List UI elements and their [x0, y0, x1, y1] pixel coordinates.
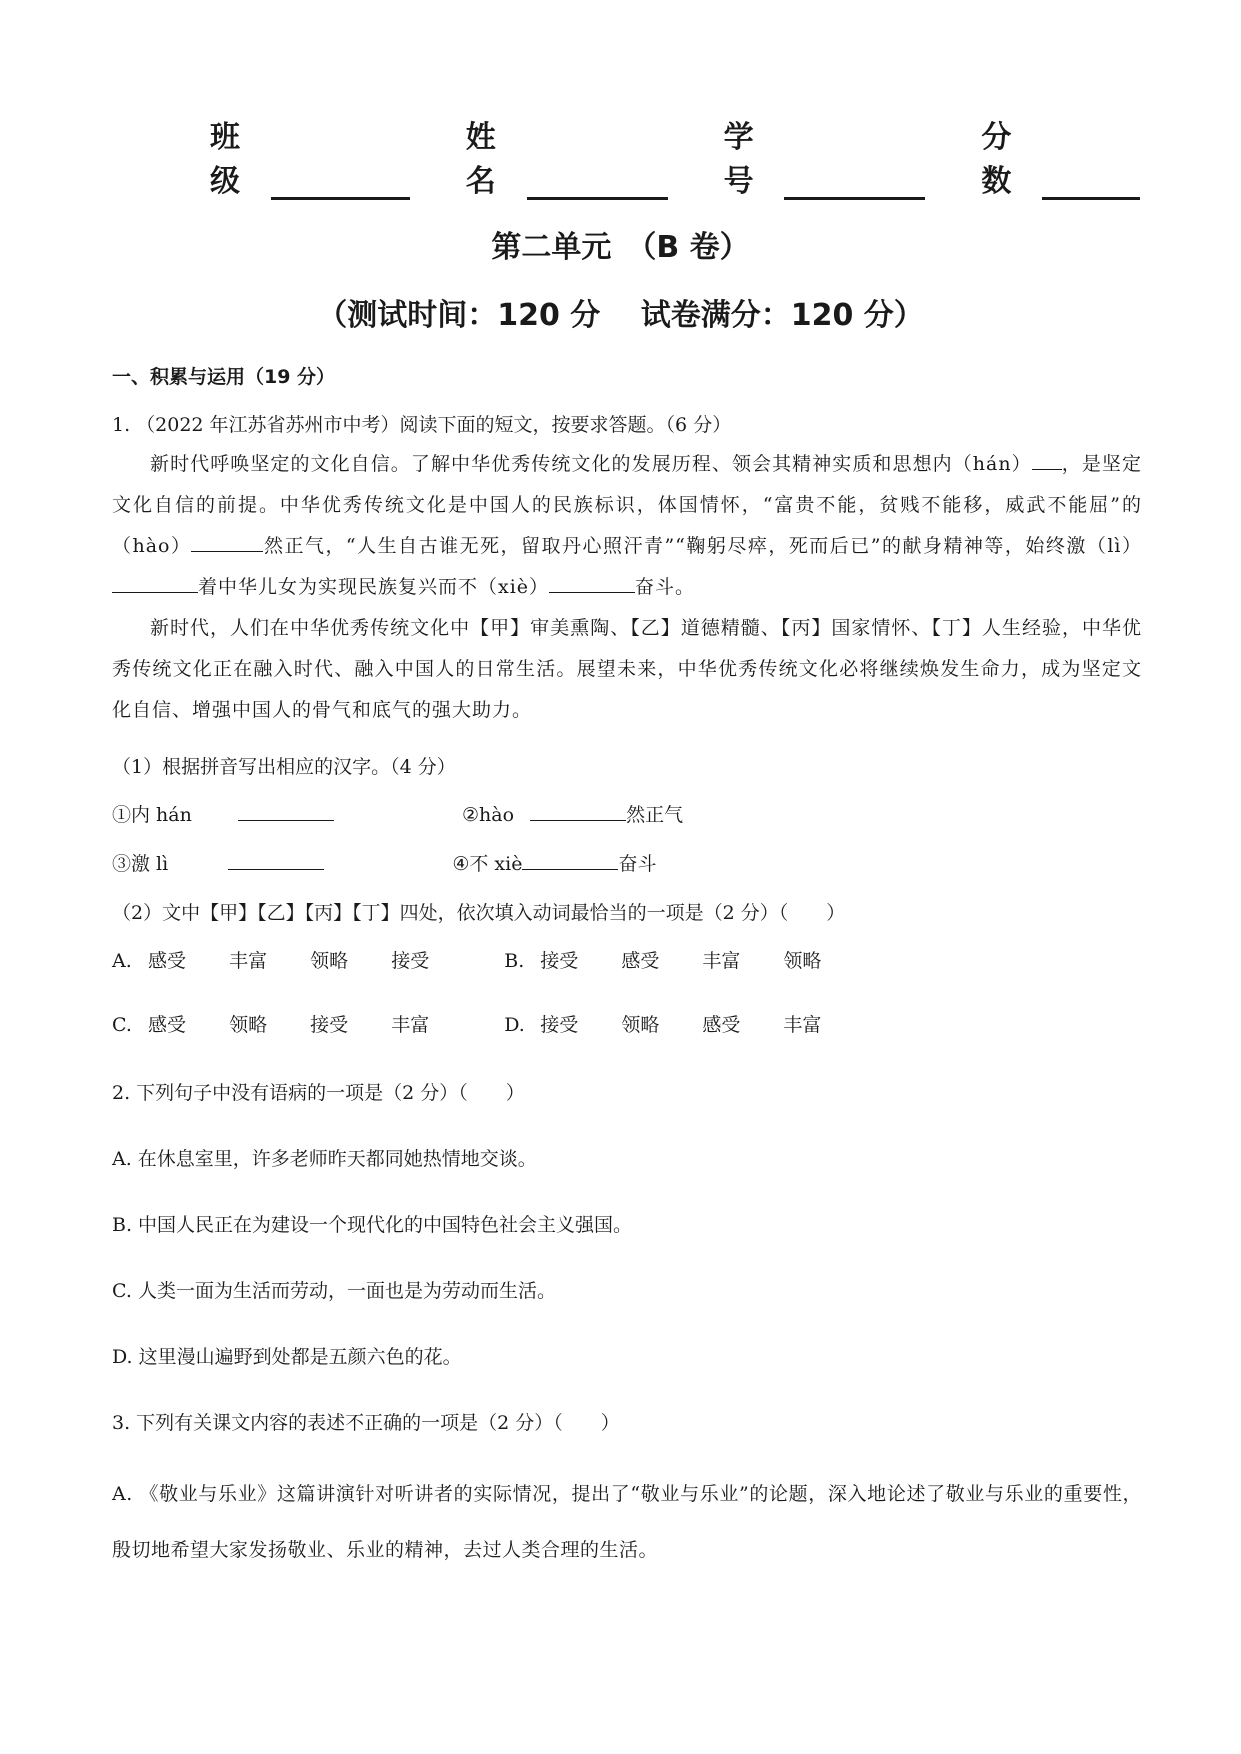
- score-blank[interactable]: [1042, 167, 1140, 200]
- q2-option-b[interactable]: B. 中国人民正在为建设一个现代化的中国特色社会主义强国。: [112, 1214, 633, 1236]
- exam-title: 第二单元 （B 卷）: [491, 230, 750, 265]
- sub-question-1: （1）根据拼音写出相应的汉字。（4 分）: [112, 756, 456, 778]
- number-field: [724, 112, 926, 200]
- blank-hao[interactable]: [191, 533, 263, 552]
- fill-blank-li[interactable]: [228, 851, 324, 870]
- name-label: 姓名: [465, 120, 496, 199]
- number-label: 学号: [723, 120, 754, 199]
- blank-han[interactable]: [1032, 451, 1062, 470]
- student-info-fields: [210, 120, 1140, 200]
- q2-option-a[interactable]: A. 在休息室里，许多老师昨天都同她热情地交谈。: [112, 1148, 537, 1170]
- question-3-stem: 3. 下列有关课文内容的表述不正确的一项是（2 分）（ ）: [112, 1412, 620, 1434]
- score-label: 分数: [981, 120, 1012, 199]
- option-row-cd: C. 感受 领略 接受 丰富 D. 接受 领略 感受 丰富: [112, 1014, 822, 1036]
- fill-blank-han[interactable]: [238, 802, 334, 821]
- fill-blank-xie[interactable]: [522, 851, 618, 870]
- q2-option-c[interactable]: C. 人类一面为生活而劳动，一面也是为劳动而生活。: [112, 1280, 556, 1302]
- q3-option-a[interactable]: A. 《敬业与乐业》这篇讲演针对听讲者的实际情况，提出了“敬业与乐业”的论题，深入地论述了敬业与乐业的重要性，殷切地希望大家发扬敬业、乐业的精神，去过人类合理的生活。: [112, 1483, 1142, 1561]
- section-heading: 一、积累与运用（19 分）: [112, 366, 336, 388]
- option-d-letter[interactable]: D.: [504, 1014, 525, 1036]
- name-field: [466, 112, 668, 200]
- class-label: 班级: [210, 120, 240, 199]
- passage: [112, 444, 1142, 731]
- option-a-letter[interactable]: A.: [112, 950, 132, 972]
- score-field: [981, 112, 1140, 200]
- number-blank[interactable]: [784, 167, 925, 200]
- fill-blank-hao[interactable]: [530, 802, 626, 821]
- q2-option-d[interactable]: D. 这里漫山遍野到处都是五颜六色的花。: [112, 1346, 462, 1368]
- option-c-letter[interactable]: C.: [112, 1014, 132, 1036]
- fill-row-2: ③激 lì ④不 xiè 奋斗: [112, 853, 657, 875]
- passage-paragraph-1: 新时代呼唤坚定的文化自信。了解中华优秀传统文化的发展历程、领会其精神实质和思想内（hán） ，是坚定文化自信的前提。中华优秀传统文化是中国人的民族标识，体国情怀，“富贵不能，贫贱不能移，威武不能屈”的（hào） 然正气，“人生自古谁无死，留取丹心照汗青”“鞠躬尽瘁，死而后已”的献身精神等，始终激（lì）着中华儿女为实现民族复兴而不（xiè） 奋斗。: [112, 453, 1142, 598]
- blank-xie[interactable]: [549, 574, 635, 593]
- question-1-stem: 1. （2022 年江苏省苏州市中考）阅读下面的短文，按要求答题。（6 分）: [112, 414, 732, 436]
- question-2-stem: 2. 下列句子中没有语病的一项是（2 分）（ ）: [112, 1082, 525, 1104]
- blank-li[interactable]: [112, 574, 198, 593]
- passage-paragraph-2: 新时代，人们在中华优秀传统文化中【甲】审美熏陶、【乙】道德精髓、【丙】国家情怀、【丁】人生经验，中华优秀传统文化正在融入时代、融入中国人的日常生活。展望未来，中华优秀传统文化必将继续焕发生命力，成为坚定文化自信、增强中国人的骨气和底气的强大助力。: [112, 617, 1142, 721]
- fill-row-1: ①内 hán ②hào 然正气: [112, 804, 684, 826]
- name-blank[interactable]: [527, 167, 668, 200]
- exam-subtitle: （测试时间：120 分 试卷满分：120 分）: [317, 298, 924, 333]
- option-b-letter[interactable]: B.: [504, 950, 525, 972]
- class-field: [210, 112, 410, 200]
- class-blank[interactable]: [271, 167, 410, 200]
- sub-question-2: （2）文中【甲】【乙】【丙】【丁】四处，依次填入动词最恰当的一项是（2 分）（ ）: [112, 902, 846, 924]
- option-row-ab: A. 感受 丰富 领略 接受 B. 接受 感受 丰富 领略: [112, 950, 822, 972]
